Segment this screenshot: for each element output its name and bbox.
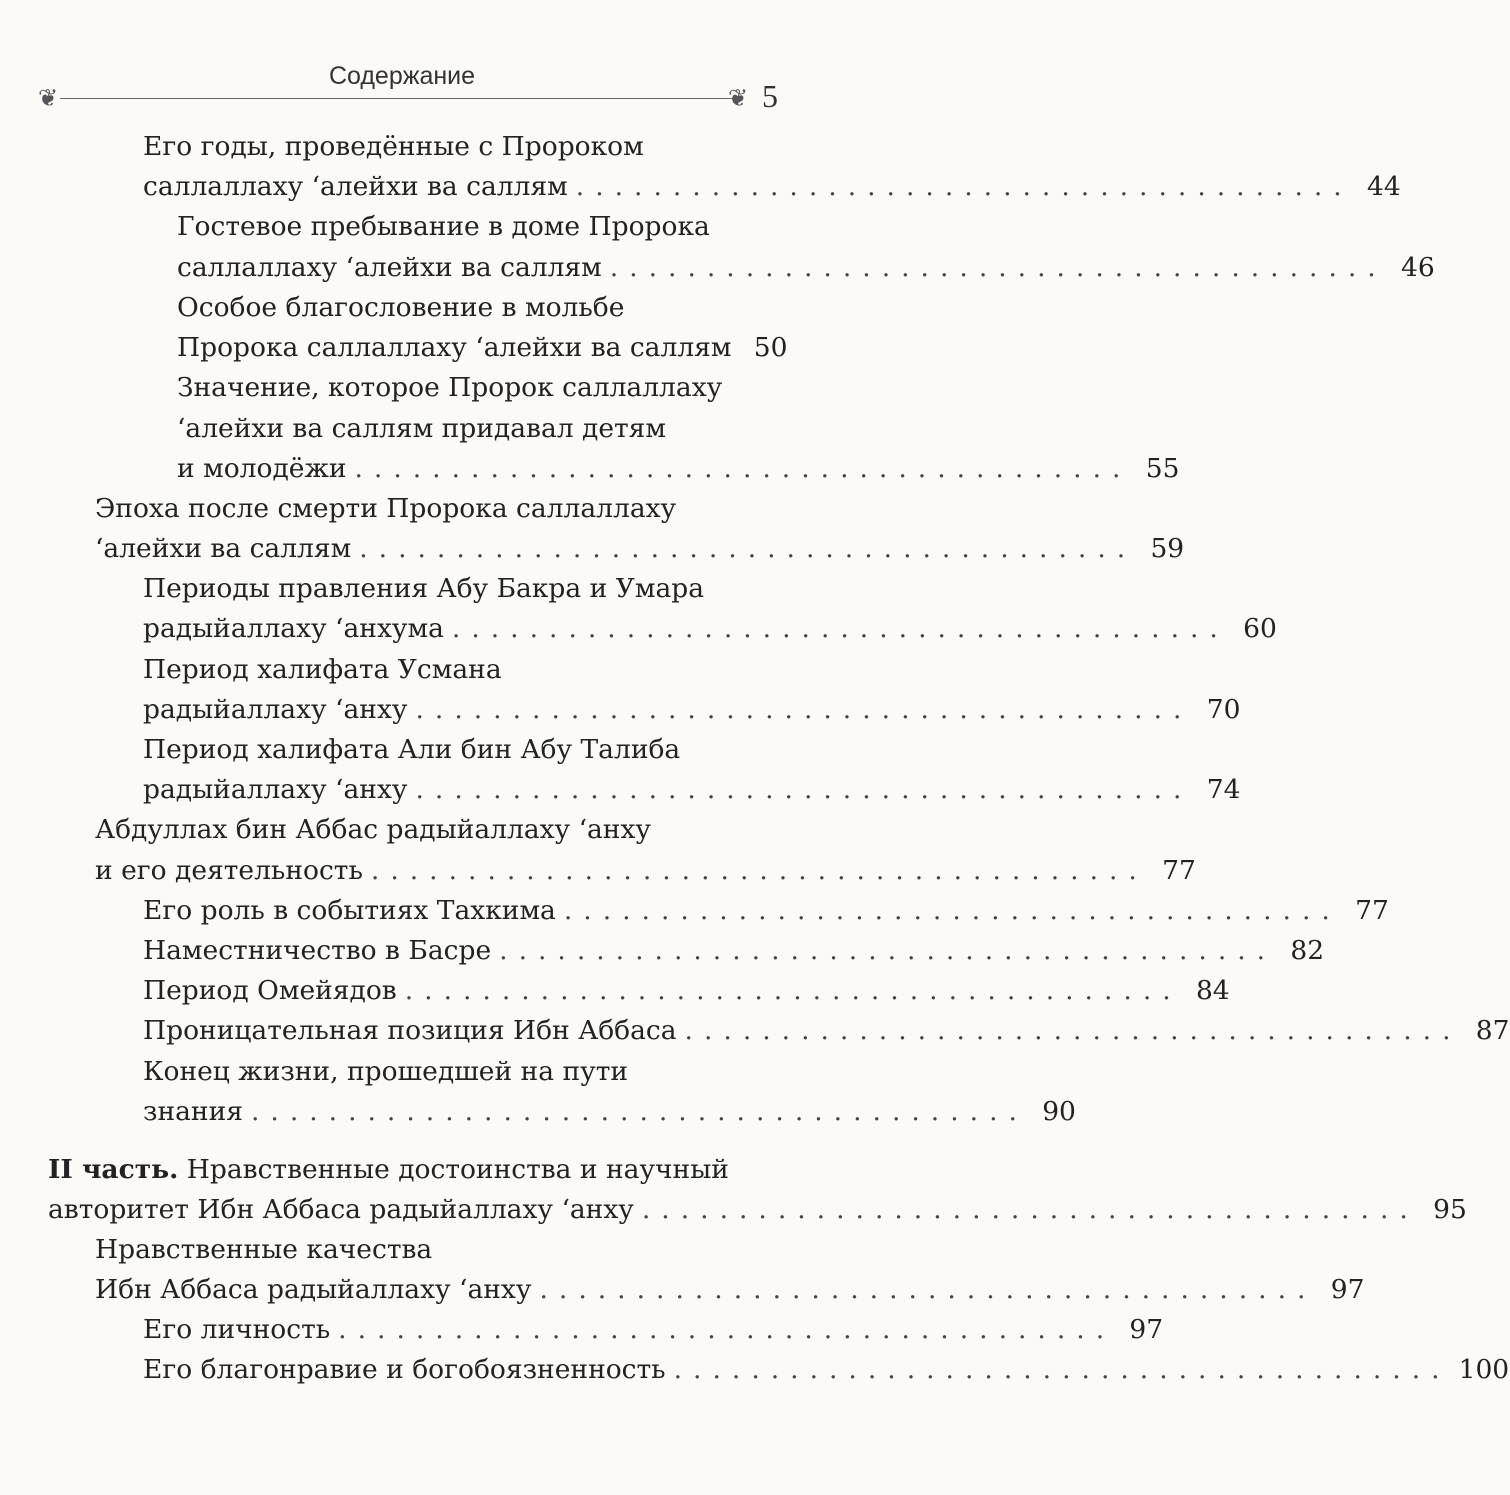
dot-leader: ........................................ [250,1096,1028,1127]
toc-line [177,328,788,368]
toc-entry-text: Нравственные качества [95,1234,433,1265]
toc-line [177,449,1180,489]
toc-entry-text: Проницательная позиция Ибн Аббаса [143,1015,677,1046]
toc-entry-text: Наместничество в Басре [143,935,492,966]
toc-line [177,288,624,328]
toc-entry-text: радыйаллаху ‘анху [143,694,408,725]
dot-leader: ........................................ [415,774,1193,805]
toc-entry-text: Его роль в событиях Тахкима [143,895,556,926]
toc-page-number: 82 [1290,935,1325,966]
toc-line [143,971,1230,1011]
toc-line [143,127,644,167]
toc-line [143,609,1277,649]
toc-entry-text: Период Омейядов [143,975,397,1006]
toc-page-number: 74 [1206,774,1241,805]
toc-entry-text: Абдуллах бин Аббас радыйаллаху ‘анху [95,814,651,845]
toc-line [95,810,651,850]
toc-entry-text: Периоды правления Абу Бакра и Умара [143,573,705,604]
toc-line [143,650,502,690]
toc-line [143,1052,628,1092]
toc-entry-text: Особое благословение в мольбе [177,292,625,323]
dot-leader: ........................................ [338,1314,1116,1345]
toc-entry-text: ‘алейхи ва саллям придавал детям [177,413,667,444]
dot-leader: ........................................ [673,1354,1451,1385]
dot-leader: ........................................ [539,1274,1317,1305]
toc-line [143,931,1325,971]
dot-leader: ........................................ [609,252,1387,283]
toc-line [143,167,1401,207]
right-ornament-icon: ❦ [728,84,749,112]
toc-entry-text: Период халифата Али бин Абу Талиба [143,734,681,765]
toc-page-number: 59 [1150,533,1185,564]
toc-line [143,1350,1510,1390]
toc-entry-text: Значение, которое Пророк саллаллаху [177,372,723,403]
dot-leader: ........................................ [354,453,1132,484]
dot-leader: ........................................ [451,613,1229,644]
toc-entry-text: ‘алейхи ва саллям [95,533,352,564]
toc-entry-text: и его деятельность [95,855,363,886]
toc-page-number: 97 [1129,1314,1164,1345]
dot-leader: ........................................ [404,975,1182,1006]
toc-line [143,1092,1076,1132]
toc-line [95,489,676,529]
toc-page-number: 77 [1355,895,1389,926]
header-title: Содержание [302,62,502,91]
toc-line [143,730,680,770]
toc-line [143,1011,1510,1051]
part-title: Нравственные достоинства и научный [178,1154,729,1185]
dot-leader: ........................................ [359,533,1137,564]
toc-page-number: 95 [1433,1194,1467,1225]
part-label: II часть. [48,1154,179,1185]
dot-leader: ........................................ [575,171,1353,202]
toc-entry-text: Гостевое пребывание в доме Пророка [177,211,710,242]
left-ornament-icon: ❦ [38,84,59,112]
toc-line [177,368,722,408]
toc-line [177,207,710,247]
toc-page-number: 90 [1042,1096,1076,1127]
toc-line [95,1230,432,1270]
toc-page-number: 46 [1400,252,1435,283]
toc-page-number: 55 [1145,453,1180,484]
toc-entry-text: радыйаллаху ‘анху [143,774,408,805]
toc-page-number: 60 [1243,613,1277,644]
toc-page-number: 87 [1475,1015,1510,1046]
toc-entry-text: саллаллаху ‘алейхи ва саллям [143,171,568,202]
dot-leader: ........................................ [563,895,1341,926]
toc-entry-text: Его годы, проведённые с Пророком [143,131,644,162]
toc-entry-text: Период халифата Усмана [143,654,502,685]
toc-line [143,891,1389,931]
toc-line [48,1150,729,1190]
toc-entry-text [48,1150,729,1190]
toc-line [95,1270,1365,1310]
toc-page-number: 70 [1206,694,1241,725]
toc-line [143,770,1241,810]
toc-page-number: 44 [1366,171,1401,202]
toc-line [143,690,1241,730]
toc-entry-text: Его личность [143,1314,331,1345]
toc-line [95,529,1185,569]
toc-entry-text: Пророка саллаллаху ‘алейхи ва саллям [177,332,732,363]
toc-entry-text: Эпоха после смерти Пророка саллаллаху [95,493,677,524]
dot-leader: ........................................ [370,855,1148,886]
toc-page-number: 100 [1458,1354,1510,1385]
dot-leader: ........................................ [415,694,1193,725]
toc-line [95,851,1196,891]
toc-entry-text: Конец жизни, прошедшей на пути [143,1056,629,1087]
dot-leader: ........................................ [641,1194,1419,1225]
toc-entry-text: саллаллаху ‘алейхи ва саллям [177,252,602,283]
toc-entry-text: знания [143,1096,243,1127]
toc-entry-text: Его благонравие и богобоязненность [143,1354,666,1385]
toc-line [143,1310,1164,1350]
dot-leader: ........................................ [499,935,1277,966]
toc-entry-text: и молодёжи [177,453,347,484]
toc-page-number: 84 [1195,975,1230,1006]
toc-entry-text: авторитет Ибн Аббаса радыйаллаху ‘анху [48,1194,634,1225]
toc-page-number: 77 [1162,855,1196,886]
toc-page-number: 50 [753,332,788,363]
page-number: 5 [762,78,778,114]
toc-line [177,409,666,449]
toc-line [48,1190,1467,1230]
toc-line [177,248,1435,288]
toc-line [143,569,704,609]
toc-page-number: 97 [1330,1274,1365,1305]
toc-entry-text: Ибн Аббаса радыйаллаху ‘анху [95,1274,532,1305]
dot-leader: ........................................ [684,1015,1462,1046]
toc-entry-text: радыйаллаху ‘анхума [143,613,444,644]
